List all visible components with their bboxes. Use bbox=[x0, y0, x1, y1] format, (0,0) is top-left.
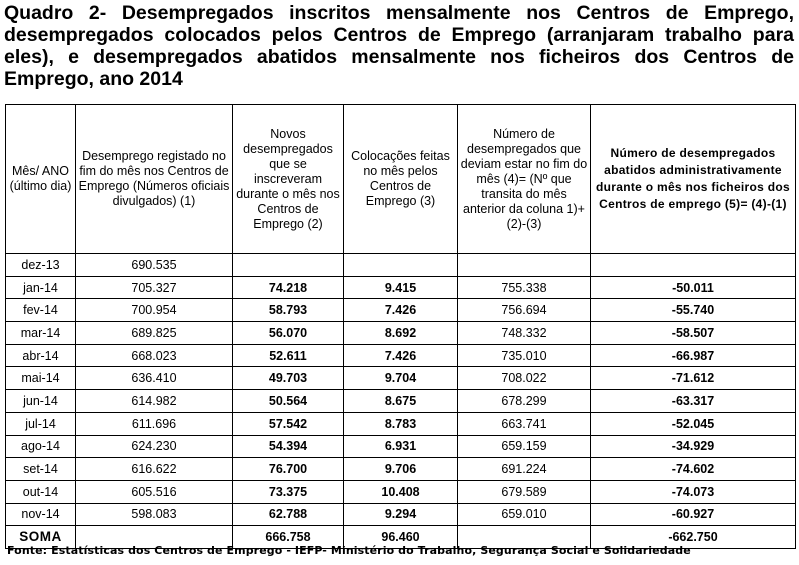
cell-deviam: 663.741 bbox=[458, 412, 591, 435]
cell-registado: 598.083 bbox=[76, 503, 233, 526]
cell-registado: 705.327 bbox=[76, 276, 233, 299]
cell-abatidos: -52.045 bbox=[591, 412, 796, 435]
cell-month: mar-14 bbox=[6, 322, 76, 345]
cell-registado: 689.825 bbox=[76, 322, 233, 345]
cell-abatidos bbox=[591, 254, 796, 277]
cell-soma-abatidos: -662.750 bbox=[591, 526, 796, 549]
table-row bbox=[6, 503, 796, 526]
cell-abatidos: -74.073 bbox=[591, 480, 796, 503]
data-table bbox=[5, 104, 796, 549]
cell-novos: 62.788 bbox=[233, 503, 344, 526]
cell-novos: 52.611 bbox=[233, 344, 344, 367]
table-row bbox=[6, 435, 796, 458]
cell-deviam: 679.589 bbox=[458, 480, 591, 503]
header-row bbox=[6, 105, 796, 254]
cell-colocacoes: 9.415 bbox=[344, 276, 458, 299]
cell-colocacoes: 7.426 bbox=[344, 344, 458, 367]
cell-deviam bbox=[458, 254, 591, 277]
cell-month: ago-14 bbox=[6, 435, 76, 458]
cell-colocacoes: 8.675 bbox=[344, 390, 458, 413]
cell-registado: 636.410 bbox=[76, 367, 233, 390]
cell-colocacoes: 10.408 bbox=[344, 480, 458, 503]
header-deviam: Número de desempregados que deviam estar no fim do mês (4)= (Nº que transita do mês anterior da coluna 1)+(2)-(3) bbox=[458, 105, 591, 254]
cell-deviam: 659.010 bbox=[458, 503, 591, 526]
source-note: Fonte: Estatísticas dos Centros de Emprego - IEFP- Ministério do Trabalho, Segurança Social e Solidariedade bbox=[7, 544, 691, 557]
table-row bbox=[6, 344, 796, 367]
cell-novos: 57.542 bbox=[233, 412, 344, 435]
page-title: Quadro 2- Desempregados inscritos mensalmente nos Centros de Emprego, desempregados colocados pelos Centros de Emprego (arranjaram trabalho para eles), e desempregados abatidos mensalmente nos ficheiros dos Centros de Emprego, ano 2014 bbox=[4, 2, 794, 90]
cell-colocacoes: 9.704 bbox=[344, 367, 458, 390]
cell-registado: 605.516 bbox=[76, 480, 233, 503]
cell-novos: 56.070 bbox=[233, 322, 344, 345]
cell-colocacoes bbox=[344, 254, 458, 277]
cell-deviam: 735.010 bbox=[458, 344, 591, 367]
cell-colocacoes: 8.692 bbox=[344, 322, 458, 345]
table-row bbox=[6, 254, 796, 277]
cell-deviam: 755.338 bbox=[458, 276, 591, 299]
cell-month: fev-14 bbox=[6, 299, 76, 322]
cell-month: jul-14 bbox=[6, 412, 76, 435]
table-row bbox=[6, 276, 796, 299]
cell-deviam: 756.694 bbox=[458, 299, 591, 322]
cell-novos: 54.394 bbox=[233, 435, 344, 458]
cell-novos: 58.793 bbox=[233, 299, 344, 322]
cell-abatidos: -34.929 bbox=[591, 435, 796, 458]
cell-deviam: 659.159 bbox=[458, 435, 591, 458]
cell-abatidos: -50.011 bbox=[591, 276, 796, 299]
cell-deviam: 691.224 bbox=[458, 458, 591, 481]
header-novos: Novos desempregados que se inscreveram durante o mês nos Centros de Emprego (2) bbox=[233, 105, 344, 254]
cell-colocacoes: 8.783 bbox=[344, 412, 458, 435]
cell-colocacoes: 9.294 bbox=[344, 503, 458, 526]
cell-abatidos: -74.602 bbox=[591, 458, 796, 481]
cell-abatidos: -60.927 bbox=[591, 503, 796, 526]
header-abatidos: Número de desempregados abatidos administrativamente durante o mês nos ficheiros dos Centros de emprego (5)= (4)-(1) bbox=[591, 105, 796, 254]
cell-abatidos: -55.740 bbox=[591, 299, 796, 322]
cell-deviam: 708.022 bbox=[458, 367, 591, 390]
cell-month: nov-14 bbox=[6, 503, 76, 526]
cell-soma-novos: 666.758 bbox=[233, 526, 344, 549]
table-row bbox=[6, 299, 796, 322]
cell-novos: 50.564 bbox=[233, 390, 344, 413]
cell-deviam: 678.299 bbox=[458, 390, 591, 413]
table-row bbox=[6, 412, 796, 435]
cell-soma-label: SOMA bbox=[6, 526, 76, 549]
table-row bbox=[6, 458, 796, 481]
cell-registado: 624.230 bbox=[76, 435, 233, 458]
cell-month: dez-13 bbox=[6, 254, 76, 277]
cell-novos: 49.703 bbox=[233, 367, 344, 390]
cell-month: out-14 bbox=[6, 480, 76, 503]
cell-registado: 616.622 bbox=[76, 458, 233, 481]
cell-soma-colocacoes: 96.460 bbox=[344, 526, 458, 549]
header-colocacoes: Colocações feitas no mês pelos Centros de Emprego (3) bbox=[344, 105, 458, 254]
cell-novos: 73.375 bbox=[233, 480, 344, 503]
header-registado: Desemprego registado no fim do mês nos Centros de Emprego (Números oficiais divulgados) (1) bbox=[76, 105, 233, 254]
cell-registado: 668.023 bbox=[76, 344, 233, 367]
cell-month: mai-14 bbox=[6, 367, 76, 390]
cell-registado: 614.982 bbox=[76, 390, 233, 413]
cell-registado: 611.696 bbox=[76, 412, 233, 435]
cell-abatidos: -66.987 bbox=[591, 344, 796, 367]
cell-colocacoes: 6.931 bbox=[344, 435, 458, 458]
cell-novos: 76.700 bbox=[233, 458, 344, 481]
cell-registado: 700.954 bbox=[76, 299, 233, 322]
header-month: Mês/ ANO (último dia) bbox=[6, 105, 76, 254]
cell-month: jun-14 bbox=[6, 390, 76, 413]
cell-month: set-14 bbox=[6, 458, 76, 481]
table-row bbox=[6, 480, 796, 503]
cell-colocacoes: 7.426 bbox=[344, 299, 458, 322]
table-row bbox=[6, 367, 796, 390]
cell-novos bbox=[233, 254, 344, 277]
cell-novos: 74.218 bbox=[233, 276, 344, 299]
table-row bbox=[6, 390, 796, 413]
cell-abatidos: -71.612 bbox=[591, 367, 796, 390]
cell-deviam: 748.332 bbox=[458, 322, 591, 345]
table-row bbox=[6, 322, 796, 345]
cell-abatidos: -63.317 bbox=[591, 390, 796, 413]
cell-colocacoes: 9.706 bbox=[344, 458, 458, 481]
cell-month: abr-14 bbox=[6, 344, 76, 367]
cell-registado: 690.535 bbox=[76, 254, 233, 277]
cell-abatidos: -58.507 bbox=[591, 322, 796, 345]
cell-month: jan-14 bbox=[6, 276, 76, 299]
